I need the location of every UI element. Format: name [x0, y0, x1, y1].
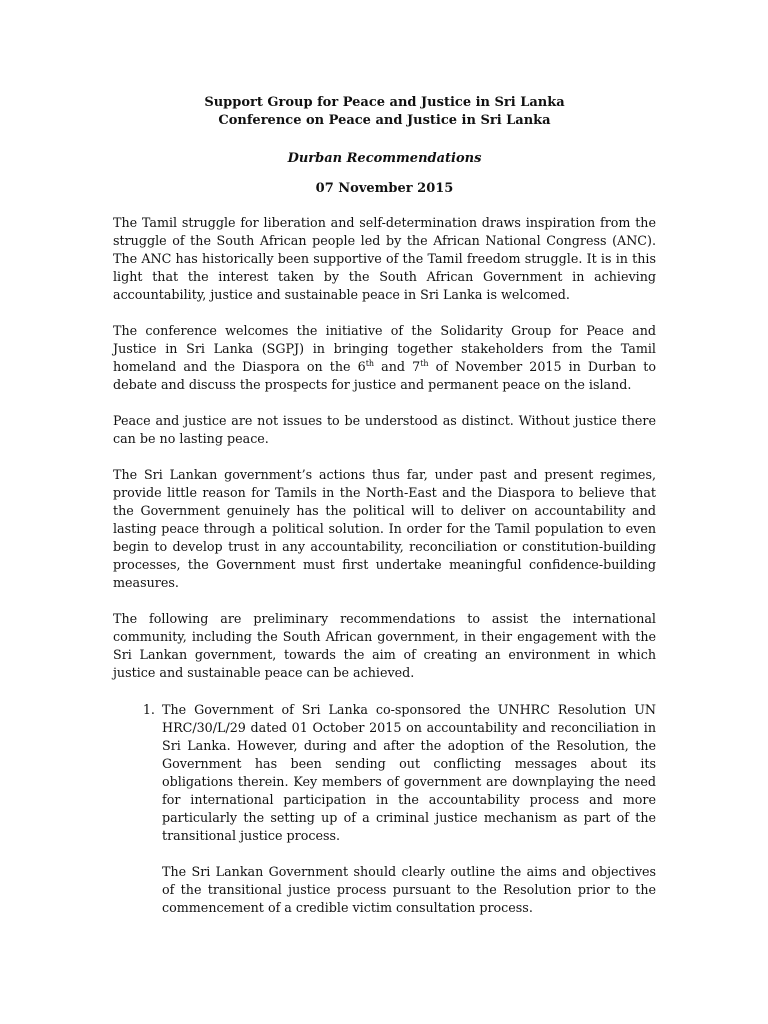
- paragraph-conference-text-2: and 7: [374, 359, 421, 374]
- document-page: [113, 94, 656, 917]
- superscript-th-2: th: [420, 358, 429, 368]
- list-item: [159, 701, 656, 917]
- recommendation-text: 1. The Government of Sri Lanka co-sponsored the UNHRC Resolution UN HRC/30/L/29 dated 01 October 2015 on accountability and reconciliation in Sri Lanka. However, during and after the adoption of the Resolution, the Government has been sending out conflicting messages about its obligations therein. Key members of government are downplaying the need for international participation in the accountability process and more particularly the setting up of a criminal justice mechanism as part of the transitional justice process.: [162, 702, 656, 843]
- document-subtitle: Durban Recommendations: [287, 151, 482, 166]
- title-line-1: Support Group for Peace and Justice in Sri Lanka: [204, 95, 565, 110]
- recommendation-followup: The Sri Lankan Government should clearly outline the aims and objectives of the transitional justice process pursuant to the Resolution prior to the commencement of a credible victim consultation process.: [162, 864, 656, 915]
- recommendations-list: [113, 701, 656, 917]
- paragraph-intro: The Tamil struggle for liberation and self-determination draws inspiration from the struggle of the South African people led by the African National Congress (ANC). The ANC has historically been supportive of the Tamil freedom struggle. It is in this light that the interest taken by the South African Government in achieving accountability, justice and sustainable peace in Sri Lanka is welcomed.: [113, 215, 656, 302]
- paragraph-conference-text-3: of November 2015 in Durban to debate and discuss the prospects for justice and permanent peace on the island.: [113, 359, 657, 392]
- paragraph-recommendations-intro: The following are preliminary recommendations to assist the international community, including the South African government, in their engagement with the Sri Lankan government, towards the aim of creating an environment in which justice and sustainable peace can be achieved.: [113, 611, 656, 680]
- paragraph-government-actions: The Sri Lankan government’s actions thus far, under past and present regimes, provide little reason for Tamils in the North-East and the Diaspora to believe that the Government genuinely has the political will to deliver on accountability and lasting peace through a political solution. In order for the Tamil population to even begin to develop trust in any accountability, reconciliation or constitution-building processes, the Government must first undertake meaningful confidence-building measures.: [113, 467, 656, 590]
- document-title: [113, 94, 656, 130]
- superscript-th-1: th: [365, 358, 375, 368]
- document-date: 07 November 2015: [315, 181, 454, 196]
- paragraph-conference-text-1: The conference welcomes the initiative of the Solidarity Group for Peace and Justice in Sri Lanka (SGPJ) in bringing together stakeholders from the Tamil homeland and the Diaspora on the 6: [113, 323, 656, 374]
- paragraph-conference: [113, 322, 656, 394]
- paragraph-peace-justice: Peace and justice are not issues to be understood as distinct. Without justice there can be no lasting peace.: [113, 413, 656, 446]
- title-line-2: Conference on Peace and Justice in Sri Lanka: [218, 113, 551, 128]
